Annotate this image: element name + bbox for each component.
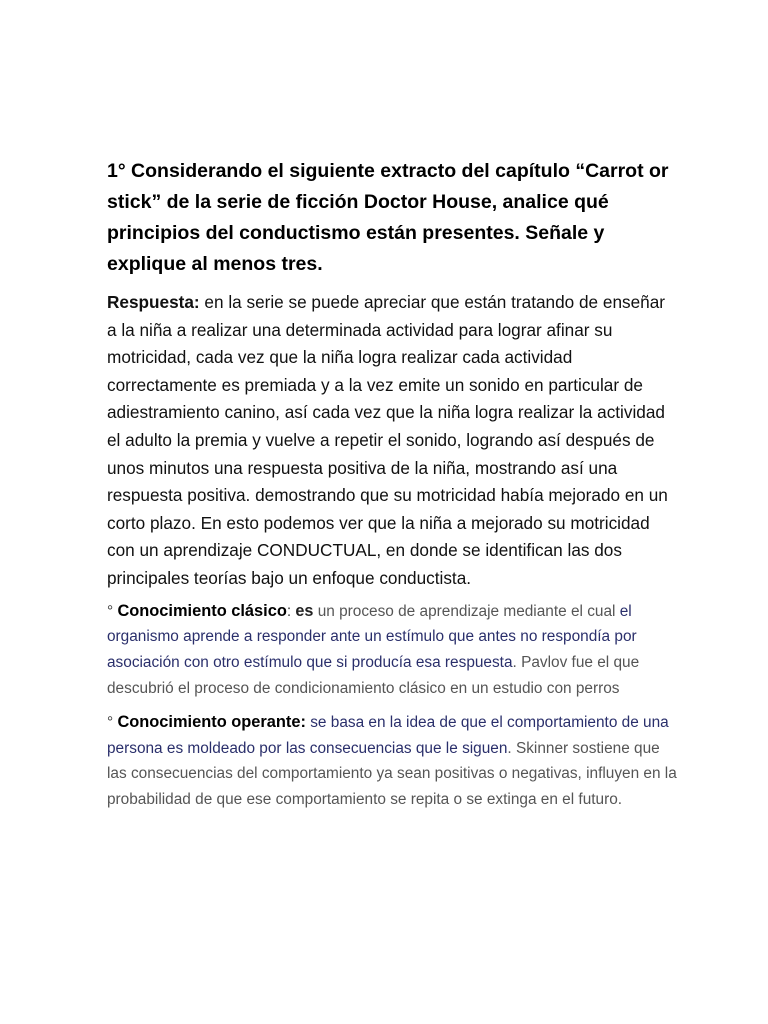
operant-part2: . Skinner sostiene que las consecuencias del comportamiento ya sean positivas o negativas, influyen en la probabilidad de que ese comportamiento se repita o se extinga en el futuro. bbox=[107, 739, 677, 809]
classical-definition: el organismo aprende a responder ante un estímulo que antes no respondía por asociación con otro estímulo que si producía esa respuesta bbox=[107, 602, 637, 672]
operant-term: Conocimiento operante: bbox=[117, 712, 306, 731]
answer-text: en la serie se puede apreciar que están tratando de enseñar a la niña a realizar una determinada actividad para lograr afinar su motricidad, cada vez que la niña logra realizar cada actividad correctamente es premiada y a la vez emite un sonido en particular de adiestramiento canino, así cada vez que la niña logra realizar la actividad el adulto la premia y vuelve a repetir el sonido, logrando así después de unos minutos una respuesta positiva de la niña, mostrando así una respuesta positiva. demostrando que su motricidad había mejorado en un corto plazo. En esto podemos ver que la niña a mejorado su motricidad con un aprendizaje CONDUCTUAL, en donde se identifican las dos principales teorías bajo un enfoque conductista. bbox=[107, 292, 668, 588]
classical-lead: es bbox=[295, 601, 314, 620]
classical-part1: un proceso de aprendizaje mediante el cual bbox=[313, 602, 620, 620]
classical-term: Conocimiento clásico bbox=[117, 601, 287, 620]
operant-definition: se basa en la idea de que el comportamiento de una persona es moldeado por las consecuencias que le siguen bbox=[107, 713, 669, 757]
classical-bullet: ° bbox=[107, 602, 118, 620]
document-page bbox=[107, 156, 679, 821]
answer-paragraph bbox=[107, 289, 679, 593]
classical-part3: . Pavlov fue el que descubrió el proceso de condicionamiento clásico en un estudio con perros bbox=[107, 654, 640, 697]
answer-label: Respuesta: bbox=[107, 292, 200, 312]
classical-colon: : bbox=[286, 602, 296, 620]
question-heading: 1° Considerando el siguiente extracto del capítulo “Carrot or stick” de la serie de ficción Doctor House, analice qué principios del conductismo están presentes. Señale y explique al menos tres. bbox=[107, 160, 669, 275]
classical-conditioning-paragraph bbox=[107, 599, 679, 702]
operant-bullet: ° bbox=[107, 713, 118, 731]
operant-conditioning-paragraph bbox=[107, 710, 679, 813]
